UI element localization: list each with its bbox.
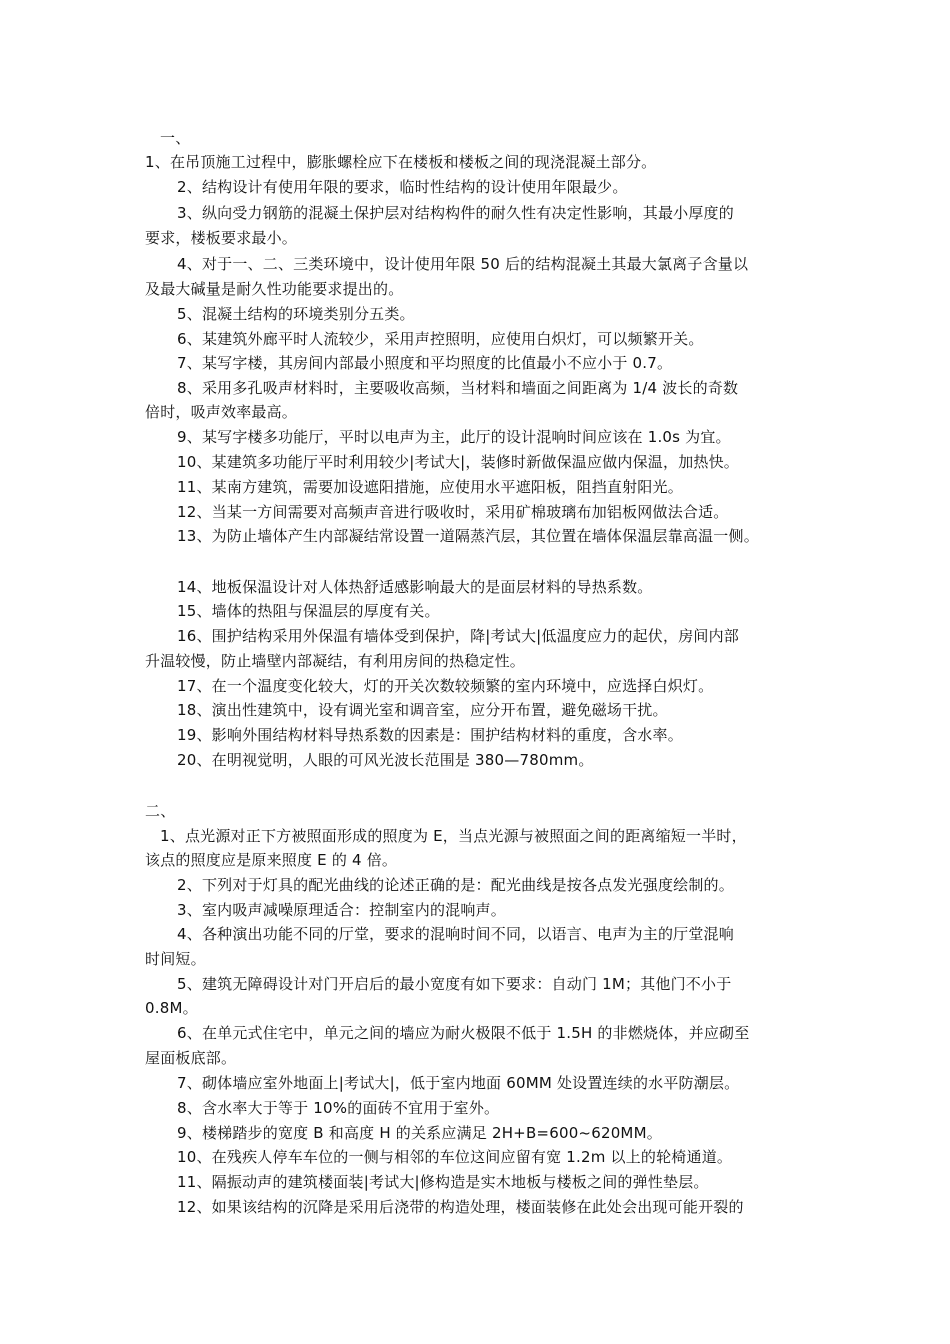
paragraph-line: 2、下列对于灯具的配光曲线的论述正确的是：配光曲线是按各点发光强度绘制的。 [177,876,734,894]
paragraph-line: 7、某写字楼，其房间内部最小照度和平均照度的比值最小不应小于 0.7。 [177,354,673,372]
paragraph-line: 13、为防止墙体产生内部凝结常设置一道隔蒸汽层，其位置在墙体保温层靠高温一侧。 [177,527,759,545]
paragraph-line: 18、演出性建筑中，设有调光室和调音室，应分开布置，避免磁场干扰。 [177,701,668,719]
section-heading: 二、 [145,802,176,820]
paragraph-line: 19、影响外围结构材料导热系数的因素是：围护结构材料的重度，含水率。 [177,726,683,744]
paragraph-line: 3、纵向受力钢筋的混凝土保护层对结构构件的耐久性有决定性影响，其最小厚度的 [177,204,734,222]
paragraph-line: 2、结构设计有使用年限的要求，临时性结构的设计使用年限最少。 [177,178,628,196]
paragraph-line: 4、对于一、二、三类环境中，设计使用年限 50 后的结构混凝土其最大氯离子含量以 [177,255,749,273]
paragraph-line: 0.8M。 [145,999,198,1017]
paragraph-line: 该点的照度应是原来照度 E 的 4 倍。 [145,851,398,869]
paragraph-line: 6、某建筑外廊平时人流较少，采用声控照明，应使用白炽灯，可以频繁开关。 [177,330,704,348]
paragraph-line: 12、当某一方间需要对高频声音进行吸收时，采用矿棉玻璃布加铝板网做法合适。 [177,503,729,521]
paragraph-line: 20、在明视觉明，人眼的可风光波长范围是 380—780mm。 [177,751,594,769]
paragraph-line: 1、点光源对正下方被照面形成的照度为 E，当点光源与被照面之间的距离缩短一半时， [160,827,747,845]
paragraph-line: 要求，楼板要求最小。 [145,229,298,247]
paragraph-line: 1、在吊顶施工过程中，膨胀螺栓应下在楼板和楼板之间的现浇混凝土部分。 [145,153,657,171]
paragraph-line: 8、含水率大于等于 10%的面砖不宜用于室外。 [177,1099,500,1117]
paragraph-line: 10、某建筑多功能厅平时利用较少|考试大|，装修时新做保温应做内保温，加热快。 [177,453,739,471]
paragraph-line: 7、砌体墙应室外地面上|考试大|，低于室内地面 60MM 处设置连续的水平防潮层。 [177,1074,740,1092]
paragraph-line: 4、各种演出功能不同的厅堂，要求的混响时间不同，以语言、电声为主的厅堂混响 [177,925,734,943]
paragraph-line: 11、隔振动声的建筑楼面装|考试大|修构造是实木地板与楼板之间的弹性垫层。 [177,1173,709,1191]
paragraph-line: 10、在残疾人停车车位的一侧与相邻的车位这间应留有宽 1.2m 以上的轮椅通道。 [177,1148,733,1166]
paragraph-line: 屋面板底部。 [145,1049,237,1067]
paragraph-line: 9、某写字楼多功能厅，平时以电声为主，此厅的设计混响时间应该在 1.0s 为宜。 [177,428,731,446]
paragraph-line: 11、某南方建筑，需要加设遮阳措施，应使用水平遮阳板，阻挡直射阳光。 [177,478,683,496]
paragraph-line: 升温较慢，防止墙壁内部凝结，有利用房间的热稳定性。 [145,652,526,670]
paragraph-line: 倍时，吸声效率最高。 [145,403,298,421]
paragraph-line: 8、采用多孔吸声材料时，主要吸收高频，当材料和墙面之间距离为 1/4 波长的奇数 [177,379,739,397]
paragraph-line: 17、在一个温度变化较大，灯的开关次数较频繁的室内环境中，应选择白炽灯。 [177,677,714,695]
paragraph-line: 5、混凝土结构的环境类别分五类。 [177,305,415,323]
paragraph-line: 14、地板保温设计对人体热舒适感影响最大的是面层材料的导热系数。 [177,578,653,596]
section-heading: 一、 [160,129,191,147]
paragraph-line: 6、在单元式住宅中，单元之间的墙应为耐火极限不低于 1.5H 的非燃烧体，并应砌至 [177,1024,750,1042]
paragraph-line: 12、如果该结构的沉降是采用后浇带的构造处理，楼面装修在此处会出现可能开裂的 [177,1198,744,1216]
paragraph-line: 时间短。 [145,950,206,968]
paragraph-line: 及最大碱量是耐久性功能要求提出的。 [145,280,404,298]
paragraph-line: 3、室内吸声减噪原理适合：控制室内的混响声。 [177,901,506,919]
paragraph-line: 16、围护结构采用外保温有墙体受到保护，降|考试大|低温度应力的起伏，房间内部 [177,627,739,645]
paragraph-line: 9、楼梯踏步的宽度 B 和高度 H 的关系应满足 2H+B=600~620MM。 [177,1124,662,1142]
paragraph-line: 5、建筑无障碍设计对门开启后的最小宽度有如下要求：自动门 1M；其他门不小于 [177,975,732,993]
paragraph-line: 15、墙体的热阻与保温层的厚度有关。 [177,602,440,620]
